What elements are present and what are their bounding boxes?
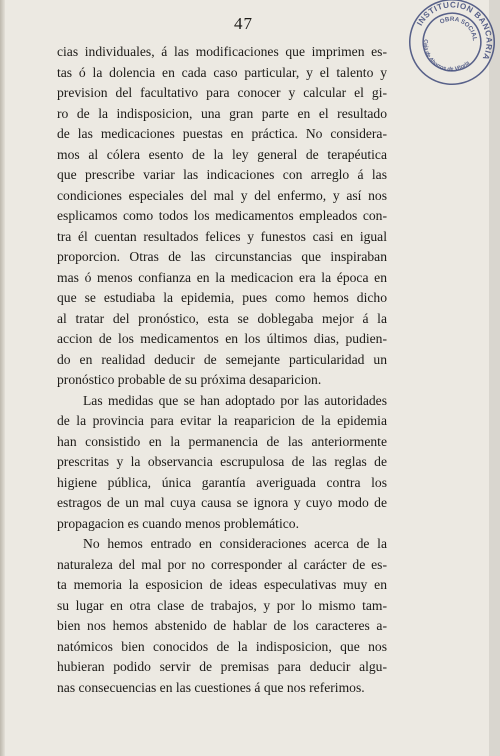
text-line: prescritas y la observancia escrupulosa de las reglas de: [57, 454, 387, 469]
text-line: de la provincia para evitar la reaparicion de la epidemia: [57, 413, 387, 428]
page-binding-edge: [0, 0, 5, 756]
stamp-seal-icon: [404, 0, 500, 90]
text-line: bien nos hemos abstenido de hablar de los caracteres a-: [57, 618, 387, 633]
page-number: 47: [234, 14, 253, 33]
text-line: higiene pública, única garantía averiguada contra los: [57, 474, 387, 490]
text-line: han consistido en la permanencia de las anteriormente: [57, 433, 387, 449]
text-line: ta memoria la esposicion de ideas especulativas muy en: [57, 577, 387, 592]
text-line: proporcion. Otras de las circunstancias que inspiraban: [57, 249, 387, 264]
text-line: estragos de un mal cuya causa se ignora y cuyo modo de: [57, 495, 387, 510]
text-line: que prescribe variar las indicaciones con arreglo á las: [57, 167, 387, 182]
stamp-inner-bottom-text: Caja de Ahorros de Vitoria: [422, 38, 471, 73]
paragraph: [57, 391, 387, 535]
text-line: condiciones especiales del mal y del enfermo, y así nos: [57, 187, 387, 203]
text-line: propagacion es cuando menos problemático.: [57, 515, 299, 531]
text-line: al tratar del pronóstico, esta se doblegaba mejor á la: [57, 310, 387, 326]
text-line: prevision del facultativo para conocer y calcular el gi-: [57, 85, 387, 100]
text-line: ro de la indisposicion, una gran parte en el resultado: [57, 105, 387, 121]
text-line: nas consecuencias en las cuestiones á que nos referimos.: [57, 679, 365, 695]
text-line: accion de los medicamentos en los últimos dias, pudien-: [57, 331, 387, 346]
text-line: No hemos entrado en consideraciones acerca de la: [83, 536, 387, 551]
stamp-outer-text: INSTITUCION BANCARIA: [415, 0, 494, 62]
text-line: naturaleza del mal por no corresponder al carácter de es-: [57, 556, 387, 572]
text-line: pronóstico probable de su próxima desaparicion.: [57, 372, 322, 387]
text-line: que se estudiaba la epidemia, pues como hemos dicho: [57, 290, 387, 305]
text-line: hubieran podido servir de premisas para deducir algu-: [57, 659, 387, 674]
text-line: tra él cuentan resultados felices y funestos casi en igual: [57, 228, 387, 244]
text-line: do en realidad deducir de semejante particularidad un: [57, 351, 387, 367]
paragraph: [57, 42, 387, 391]
text-line: esplicamos como todos los medicamentos empleados con-: [57, 208, 387, 223]
body-text: [57, 42, 387, 698]
svg-text:Caja de Ahorros de Vitoria: [413, 37, 472, 82]
text-line: mos al cólera esento de la ley general de terapéutica: [57, 146, 387, 162]
stamp-inner-top-text: OBRA SOCIAL: [438, 15, 479, 42]
text-line: cias individuales, á las modificaciones que imprimen es-: [57, 44, 387, 59]
text-line: Las medidas que se han adoptado por las autoridades: [83, 392, 387, 408]
library-stamp: [404, 0, 500, 90]
paragraph: [57, 534, 387, 698]
text-line: natómicos bien conocidos de la indisposicion, que nos: [57, 638, 387, 654]
text-line: mas ó menos confianza en la medicacion era la época en: [57, 269, 387, 285]
text-line: su lugar en otra clase de trabajos, y por lo mismo tam-: [57, 597, 387, 613]
text-line: tas ó la dolencia en cada caso particular, y el talento y: [57, 64, 387, 80]
text-line: de las medicaciones puestas en práctica. No considera-: [57, 126, 387, 141]
